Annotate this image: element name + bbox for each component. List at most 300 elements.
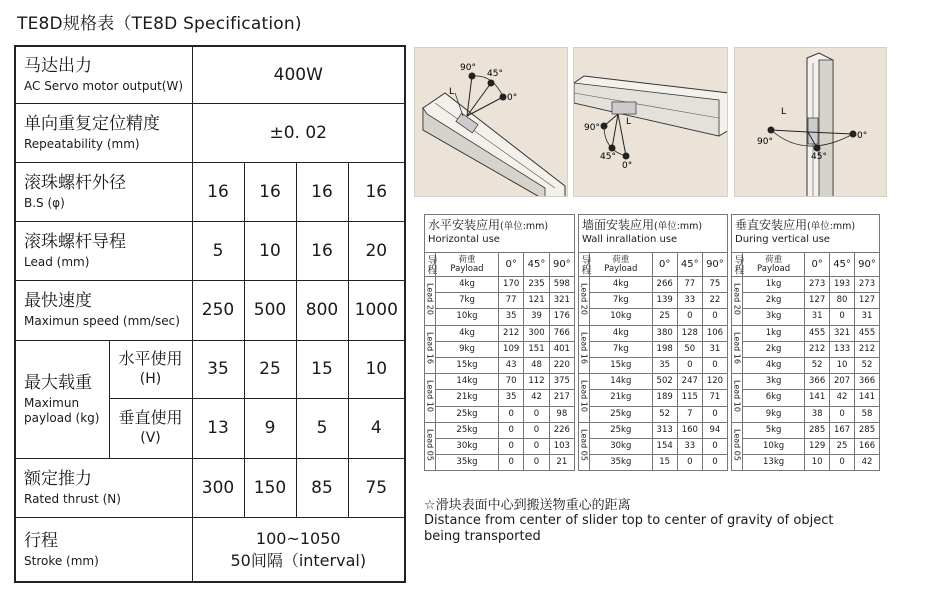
lead-label-en: Lead (mm) [24, 255, 90, 270]
distance-cell: 217 [549, 390, 574, 406]
distance-cell: 0 [677, 357, 702, 373]
figure-angle-label: 0° [857, 131, 868, 141]
distance-cell: 167 [830, 422, 855, 438]
table-row [425, 293, 575, 309]
distance-cell: 15 [652, 455, 677, 471]
figure-angle-label: 90° [460, 63, 476, 73]
distance-cell: 455 [805, 325, 830, 341]
distance-cell: 247 [677, 374, 702, 390]
payload-cell: 25kg [436, 422, 499, 438]
figure-length-label: L [781, 107, 787, 117]
payload-cell: 30kg [590, 438, 653, 454]
payload-cell: 21kg [590, 390, 653, 406]
payload-cell: 4kg [436, 277, 499, 293]
distance-cell: 212 [855, 341, 880, 357]
distance-cell: 22 [702, 293, 727, 309]
payload-cell: 3kg [743, 309, 805, 325]
table-title-zh: 垂直安装应用 [735, 218, 808, 232]
table-row [732, 422, 880, 438]
table-row [732, 374, 880, 390]
note-english: Distance from center of slider top to center of gravity of object being transported [424, 513, 834, 544]
spec-row-lead [15, 222, 405, 281]
payload-v-value: 9 [244, 398, 296, 458]
distance-cell: 7 [677, 406, 702, 422]
payload-cell: 2kg [743, 341, 805, 357]
distance-cell: 127 [855, 293, 880, 309]
table-row [579, 455, 728, 471]
distance-cell: 31 [805, 309, 830, 325]
distance-cell: 33 [677, 438, 702, 454]
bs-value: 16 [192, 162, 244, 221]
distance-cell: 226 [549, 422, 574, 438]
payload-cell: 7kg [590, 341, 653, 357]
lead-group-label: Lead 10 [425, 380, 435, 413]
distance-cell: 106 [702, 325, 727, 341]
angle-header: 0° [805, 253, 830, 277]
table-row [425, 406, 575, 422]
payload-header-zh: 荷重 [458, 254, 476, 265]
stroke-label-zh: 行程 [24, 530, 58, 551]
distance-cell: 170 [499, 277, 524, 293]
table-column-header-row [579, 253, 728, 277]
payload-v-label-zh: 垂直使用 [118, 408, 183, 428]
distance-cell: 103 [549, 438, 574, 454]
distance-cell: 38 [805, 406, 830, 422]
angle-header: 90° [855, 253, 880, 277]
repeat-value: ±0. 02 [192, 103, 405, 162]
figure-length-label: L [626, 117, 632, 127]
angle-header: 90° [549, 253, 574, 277]
table-title-en: Wall inrallation use [582, 234, 678, 245]
lead-column-header: 导程 [579, 253, 590, 277]
table-row [425, 422, 575, 438]
payload-cell: 4kg [590, 277, 653, 293]
payload-v-value: 5 [296, 398, 348, 458]
payload-header-zh: 荷重 [765, 254, 783, 265]
table-column-header-row [732, 253, 880, 277]
distance-cell: 120 [702, 374, 727, 390]
distance-cell: 0 [499, 438, 524, 454]
table-row [732, 325, 880, 341]
distance-cell: 31 [702, 341, 727, 357]
distance-cell: 366 [805, 374, 830, 390]
motor-value: 400W [192, 46, 405, 103]
distance-cell: 273 [855, 277, 880, 293]
payload-h-value: 15 [296, 340, 348, 398]
distance-cell: 0 [702, 309, 727, 325]
table-title-zh: 墙面安装应用 [582, 218, 655, 232]
lead-group-label: Lead 05 [579, 428, 589, 461]
payload-cell: 6kg [743, 390, 805, 406]
payload-cell: 21kg [436, 390, 499, 406]
lead-label-zh: 滚珠螺杆导程 [24, 232, 126, 253]
payload-cell: 4kg [436, 325, 499, 341]
table-row [579, 357, 728, 373]
payload-cell: 7kg [590, 293, 653, 309]
distance-cell: 455 [855, 325, 880, 341]
distance-cell: 300 [524, 325, 549, 341]
distance-cell: 285 [805, 422, 830, 438]
motor-label-zh: 马达出力 [24, 55, 92, 76]
figure-length-label: L [449, 87, 455, 97]
distance-cell: 10 [830, 357, 855, 373]
vertical-mount-illustration [734, 47, 887, 197]
payload-cell: 4kg [743, 357, 805, 373]
repeat-label-zh: 单向重复定位精度 [24, 113, 160, 134]
horizontal-mount-illustration [414, 47, 568, 197]
distance-cell: 0 [677, 455, 702, 471]
lead-group-label: Lead 16 [579, 331, 589, 364]
distance-cell: 94 [702, 422, 727, 438]
distance-cell: 220 [549, 357, 574, 373]
speed-label-en: Maximun speed (mm/sec) [24, 314, 180, 329]
angle-header: 90° [702, 253, 727, 277]
table-row [425, 309, 575, 325]
distance-cell: 0 [702, 438, 727, 454]
lead-value: 5 [192, 222, 244, 281]
table-row [425, 357, 575, 373]
distance-cell: 313 [652, 422, 677, 438]
distance-cell: 39 [524, 309, 549, 325]
payload-h-value: 25 [244, 340, 296, 398]
distance-cell: 33 [677, 293, 702, 309]
payload-header-zh: 荷重 [612, 254, 630, 265]
angle-header: 0° [499, 253, 524, 277]
distance-cell: 176 [549, 309, 574, 325]
page-title: TE8D规格表（TE8D Specification) [17, 14, 302, 34]
spec-row-speed [15, 281, 405, 340]
payload-cell: 25kg [590, 422, 653, 438]
angle-header: 45° [524, 253, 549, 277]
payload-h-label-zh: 水平使用 [118, 349, 183, 369]
speed-value: 800 [296, 281, 348, 340]
table-row [732, 357, 880, 373]
payload-header-en: Payload [450, 263, 484, 274]
payload-h-value: 10 [348, 340, 405, 398]
table-row [425, 438, 575, 454]
distance-cell: 0 [830, 309, 855, 325]
table-unit: (单位:mm) [654, 221, 703, 232]
distance-cell: 98 [549, 406, 574, 422]
distance-cell: 121 [524, 293, 549, 309]
distance-cell: 198 [652, 341, 677, 357]
table-row [732, 438, 880, 454]
payload-cell: 1kg [743, 325, 805, 341]
bs-value: 16 [296, 162, 348, 221]
angle-header: 0° [652, 253, 677, 277]
distance-cell: 0 [499, 406, 524, 422]
lead-group-label: Lead 16 [425, 331, 435, 364]
payload-v-value: 4 [348, 398, 405, 458]
distance-cell: 154 [652, 438, 677, 454]
distance-cell: 266 [652, 277, 677, 293]
table-title-en: During vertical use [735, 234, 830, 245]
table-row [579, 341, 728, 357]
distance-cell: 35 [652, 357, 677, 373]
table-title-en: Horizontal use [428, 234, 500, 245]
payload-cell: 35kg [436, 455, 499, 471]
payload-cell: 2kg [743, 293, 805, 309]
distance-cell: 129 [805, 438, 830, 454]
thrust-label-en: Rated thrust (N) [24, 492, 121, 507]
distance-cell: 31 [855, 309, 880, 325]
payload-cell: 1kg [743, 277, 805, 293]
lead-value: 20 [348, 222, 405, 281]
payload-v-value: 13 [192, 398, 244, 458]
figure-angle-label: 0° [622, 161, 633, 171]
payload-cell: 13kg [743, 455, 805, 471]
table-row [579, 390, 728, 406]
distance-cell: 151 [524, 341, 549, 357]
table-row [425, 325, 575, 341]
distance-cell: 502 [652, 374, 677, 390]
payload-label-en: Maximun payload (kg) [24, 395, 100, 425]
distance-cell: 0 [524, 438, 549, 454]
payload-cell: 4kg [590, 325, 653, 341]
distance-cell: 71 [702, 390, 727, 406]
payload-cell: 10kg [590, 309, 653, 325]
distance-cell: 0 [702, 455, 727, 471]
table-row [732, 277, 880, 293]
distance-cell: 127 [805, 293, 830, 309]
distance-cell: 35 [499, 309, 524, 325]
payload-h-label-en: (H) [139, 371, 162, 388]
figure-angle-label: 45° [811, 152, 827, 162]
distance-cell: 207 [830, 374, 855, 390]
payload-cell: 14kg [590, 374, 653, 390]
distance-cell: 0 [524, 422, 549, 438]
distance-cell: 0 [499, 455, 524, 471]
bs-value: 16 [348, 162, 405, 221]
thrust-value: 300 [192, 459, 244, 518]
figure-angle-label: 45° [600, 152, 616, 162]
distance-cell: 0 [830, 406, 855, 422]
payload-cell: 10kg [743, 438, 805, 454]
spec-row-repeatability [15, 103, 405, 162]
lead-group-label: Lead 10 [732, 380, 742, 413]
payload-v-label-en: (V) [140, 430, 161, 447]
speed-label-zh: 最快速度 [24, 291, 92, 312]
angle-header: 45° [830, 253, 855, 277]
thrust-value: 85 [296, 459, 348, 518]
distance-cell: 193 [830, 277, 855, 293]
distance-cell: 375 [549, 374, 574, 390]
distance-cell: 52 [805, 357, 830, 373]
payload-cell: 30kg [436, 438, 499, 454]
distance-cell: 42 [830, 390, 855, 406]
distance-cell: 160 [677, 422, 702, 438]
distance-cell: 212 [499, 325, 524, 341]
table-row [732, 455, 880, 471]
distance-cell: 212 [805, 341, 830, 357]
stroke-range: 100~1050 [255, 528, 341, 548]
payload-header-en: Payload [757, 263, 791, 274]
thrust-value: 75 [348, 459, 405, 518]
bs-label-zh: 滚珠螺杆外径 [24, 173, 126, 194]
table-row [732, 390, 880, 406]
figure-angle-label: 90° [757, 137, 773, 147]
figure-angle-label: 90° [584, 123, 600, 133]
angle-header: 45° [677, 253, 702, 277]
lead-column-header: 导程 [732, 253, 743, 277]
distance-cell: 139 [652, 293, 677, 309]
lead-value: 10 [244, 222, 296, 281]
distance-cell: 58 [855, 406, 880, 422]
table-row [579, 406, 728, 422]
table-row [579, 309, 728, 325]
distance-cell: 75 [702, 277, 727, 293]
distance-cell: 115 [677, 390, 702, 406]
distance-cell: 166 [855, 438, 880, 454]
wall-mount-illustration [573, 47, 728, 197]
distance-cell: 77 [677, 277, 702, 293]
table-row [732, 309, 880, 325]
lead-column-header: 导程 [425, 253, 436, 277]
distance-cell: 598 [549, 277, 574, 293]
payload-cell: 15kg [436, 357, 499, 373]
distance-cell: 52 [855, 357, 880, 373]
thrust-value: 150 [244, 459, 296, 518]
table-row [425, 455, 575, 471]
table-row [732, 341, 880, 357]
payload-cell: 3kg [743, 374, 805, 390]
vertical-use-table [731, 214, 880, 471]
lead-group-label: Lead 05 [732, 428, 742, 461]
table-unit: (单位:mm) [500, 221, 549, 232]
thrust-label-zh: 额定推力 [24, 469, 92, 490]
spec-row-payload-h [15, 340, 405, 398]
speed-value: 250 [192, 281, 244, 340]
distance-cell: 10 [805, 455, 830, 471]
table-row [732, 293, 880, 309]
distance-cell: 42 [524, 390, 549, 406]
table-row [425, 277, 575, 293]
distance-cell: 401 [549, 341, 574, 357]
distance-cell: 35 [499, 390, 524, 406]
distance-cell: 189 [652, 390, 677, 406]
distance-cell: 25 [830, 438, 855, 454]
distance-cell: 0 [524, 406, 549, 422]
table-header [732, 215, 880, 253]
distance-cell: 0 [524, 455, 549, 471]
distance-cell: 50 [677, 341, 702, 357]
table-header [579, 215, 728, 253]
distance-cell: 77 [499, 293, 524, 309]
distance-cell: 21 [549, 455, 574, 471]
distance-cell: 70 [499, 374, 524, 390]
distance-cell: 112 [524, 374, 549, 390]
lead-group-label: Lead 20 [732, 283, 742, 316]
payload-cell: 15kg [590, 357, 653, 373]
speed-value: 1000 [348, 281, 405, 340]
table-unit: (单位:mm) [807, 221, 856, 232]
lead-group-label: Lead 20 [425, 283, 435, 316]
distance-cell: 25 [652, 309, 677, 325]
distance-cell: 0 [830, 455, 855, 471]
motor-label-en: AC Servo motor output(W) [24, 78, 184, 93]
table-row [425, 390, 575, 406]
payload-h-value: 35 [192, 340, 244, 398]
payload-cell: 7kg [436, 293, 499, 309]
table-row [425, 341, 575, 357]
bs-value: 16 [244, 162, 296, 221]
note-chinese: ☆滑块表面中心到搬送物重心的距离 [424, 498, 631, 513]
lead-group-label: Lead 16 [732, 331, 742, 364]
distance-cell: 128 [677, 325, 702, 341]
figure-angle-label: 45° [487, 69, 503, 79]
distance-cell: 321 [549, 293, 574, 309]
distance-cell: 273 [805, 277, 830, 293]
distance-cell: 48 [524, 357, 549, 373]
table-row [579, 277, 728, 293]
payload-cell: 9kg [743, 406, 805, 422]
lead-group-label: Lead 10 [579, 380, 589, 413]
payload-cell: 5kg [743, 422, 805, 438]
bs-label-en: B.S (φ) [24, 196, 65, 211]
distance-cell: 141 [855, 390, 880, 406]
spec-row-thrust [15, 459, 405, 518]
distance-cell: 235 [524, 277, 549, 293]
lead-group-label: Lead 20 [579, 283, 589, 316]
spec-row-stroke [15, 518, 405, 582]
payload-cell: 10kg [436, 309, 499, 325]
table-row [579, 374, 728, 390]
table-column-header-row [425, 253, 575, 277]
distance-cell: 80 [830, 293, 855, 309]
distance-cell: 133 [830, 341, 855, 357]
table-row [425, 374, 575, 390]
lead-value: 16 [296, 222, 348, 281]
payload-cell: 25kg [590, 406, 653, 422]
table-row [579, 293, 728, 309]
distance-cell: 109 [499, 341, 524, 357]
table-title-zh: 水平安装应用 [428, 218, 501, 232]
table-header [425, 215, 575, 253]
spec-table [14, 45, 406, 583]
table-row [579, 422, 728, 438]
distance-cell: 43 [499, 357, 524, 373]
table-row [732, 406, 880, 422]
distance-cell: 766 [549, 325, 574, 341]
distance-cell: 285 [855, 422, 880, 438]
distance-cell: 0 [702, 357, 727, 373]
distance-cell: 366 [855, 374, 880, 390]
distance-cell: 0 [677, 309, 702, 325]
payload-cell: 14kg [436, 374, 499, 390]
payload-cell: 9kg [436, 341, 499, 357]
spec-row-bs [15, 162, 405, 221]
distance-cell: 321 [830, 325, 855, 341]
table-row [579, 438, 728, 454]
lead-group-label: Lead 05 [425, 428, 435, 461]
stroke-label-en: Stroke (mm) [24, 553, 99, 568]
payload-cell: 25kg [436, 406, 499, 422]
distance-cell: 0 [499, 422, 524, 438]
speed-value: 500 [244, 281, 296, 340]
payload-cell: 35kg [590, 455, 653, 471]
distance-cell: 0 [702, 406, 727, 422]
distance-cell: 141 [805, 390, 830, 406]
distance-cell: 380 [652, 325, 677, 341]
spec-row-motor [15, 46, 405, 103]
figure-angle-label: 0° [507, 93, 518, 103]
horizontal-use-table [424, 214, 575, 471]
payload-header-en: Payload [604, 263, 638, 274]
repeat-label-en: Repeatability (mm) [24, 136, 140, 151]
table-row [579, 325, 728, 341]
payload-label-zh: 最大载重 [24, 372, 92, 393]
stroke-interval: 50间隔（interval) [230, 550, 367, 570]
